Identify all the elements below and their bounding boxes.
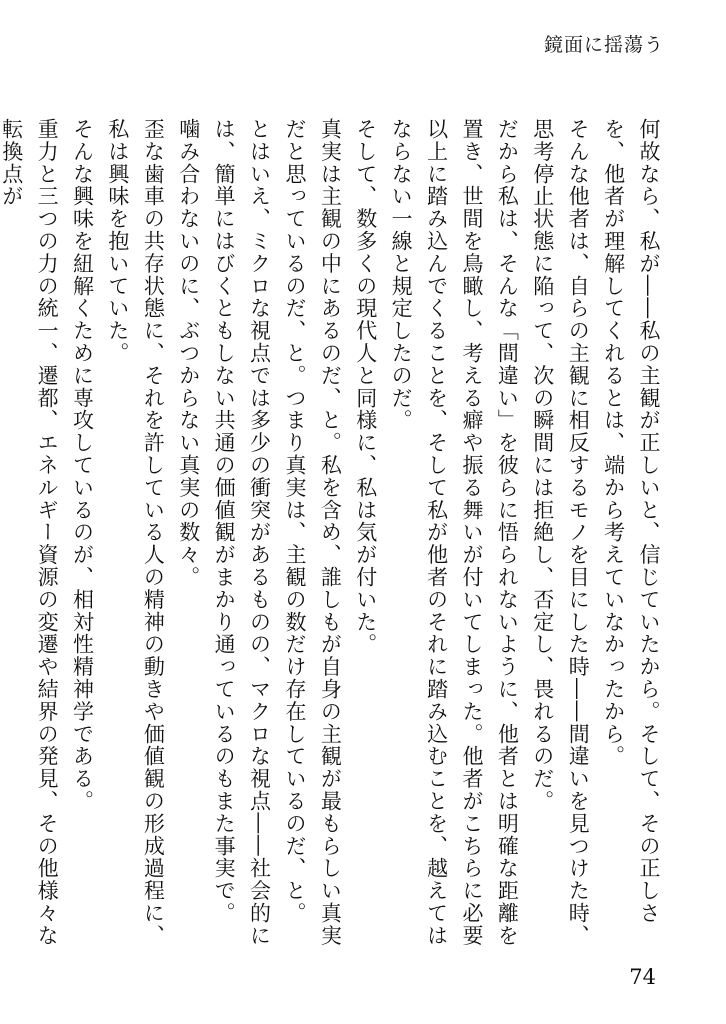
paragraph: 歪な歯車の共存状態に、それを許している人の精神の動きや価値観の形成過程に、私は興味を抱いていた。	[105, 118, 166, 947]
paragraph: そんな興味を紐解くために専攻しているのが、相対性精神学である。	[70, 118, 95, 813]
paragraph: 噛み合わないのに、ぶつからない真実の数々。	[176, 118, 201, 589]
paragraph: そして、数多くの現代人と同様に、私は気が付いた。	[353, 118, 378, 656]
paragraph: 何故なら、私が――私の主観が正しいと、信じていたから。そして、その正しさを、他者が理解してくれるとは、端から考えていなかったから。	[601, 118, 661, 925]
body-text	[0, 118, 666, 968]
paragraph: だから私は、そんな「間違い」を彼らに悟られないように、他者とは明確な距離を置き、世間を鳥瞰し、考える癖や振る舞いが付いてしまった。他者がこちらに必要以上に踏み込んでくることを、そして私が他者のそれに踏み込むことを、越えてはならない一線と規定したのだ。	[389, 118, 520, 947]
paragraph: 真実は主観の中にあるのだ、と。私を含め、誰しもが自身の主観が最もらしい真実だと思っているのだ、と。つまり真実は、主観の数だけ存在しているのだ、と。	[282, 118, 343, 947]
running-head: 鏡面に揺蕩う	[543, 34, 664, 56]
paragraph: そんな他者は、自らの主観に相反するモノを目にした時――間違いを見つけた時、思考停止状態に陥って、次の瞬間には拒絶し、否定し、畏れるのだ。	[530, 118, 591, 947]
paragraph: とはいえ、ミクロな視点では多少の衝突があるものの、マクロな視点――社会的には、簡単にはびくともしない共通の価値観がまかり通っているのもまた事実で。	[212, 118, 272, 947]
paragraph: 重力と三つの力の統一、遷都、エネルギー資源の変遷や結界の発見、その他様々な転換点が	[0, 118, 60, 947]
page-number: 74	[629, 965, 656, 989]
